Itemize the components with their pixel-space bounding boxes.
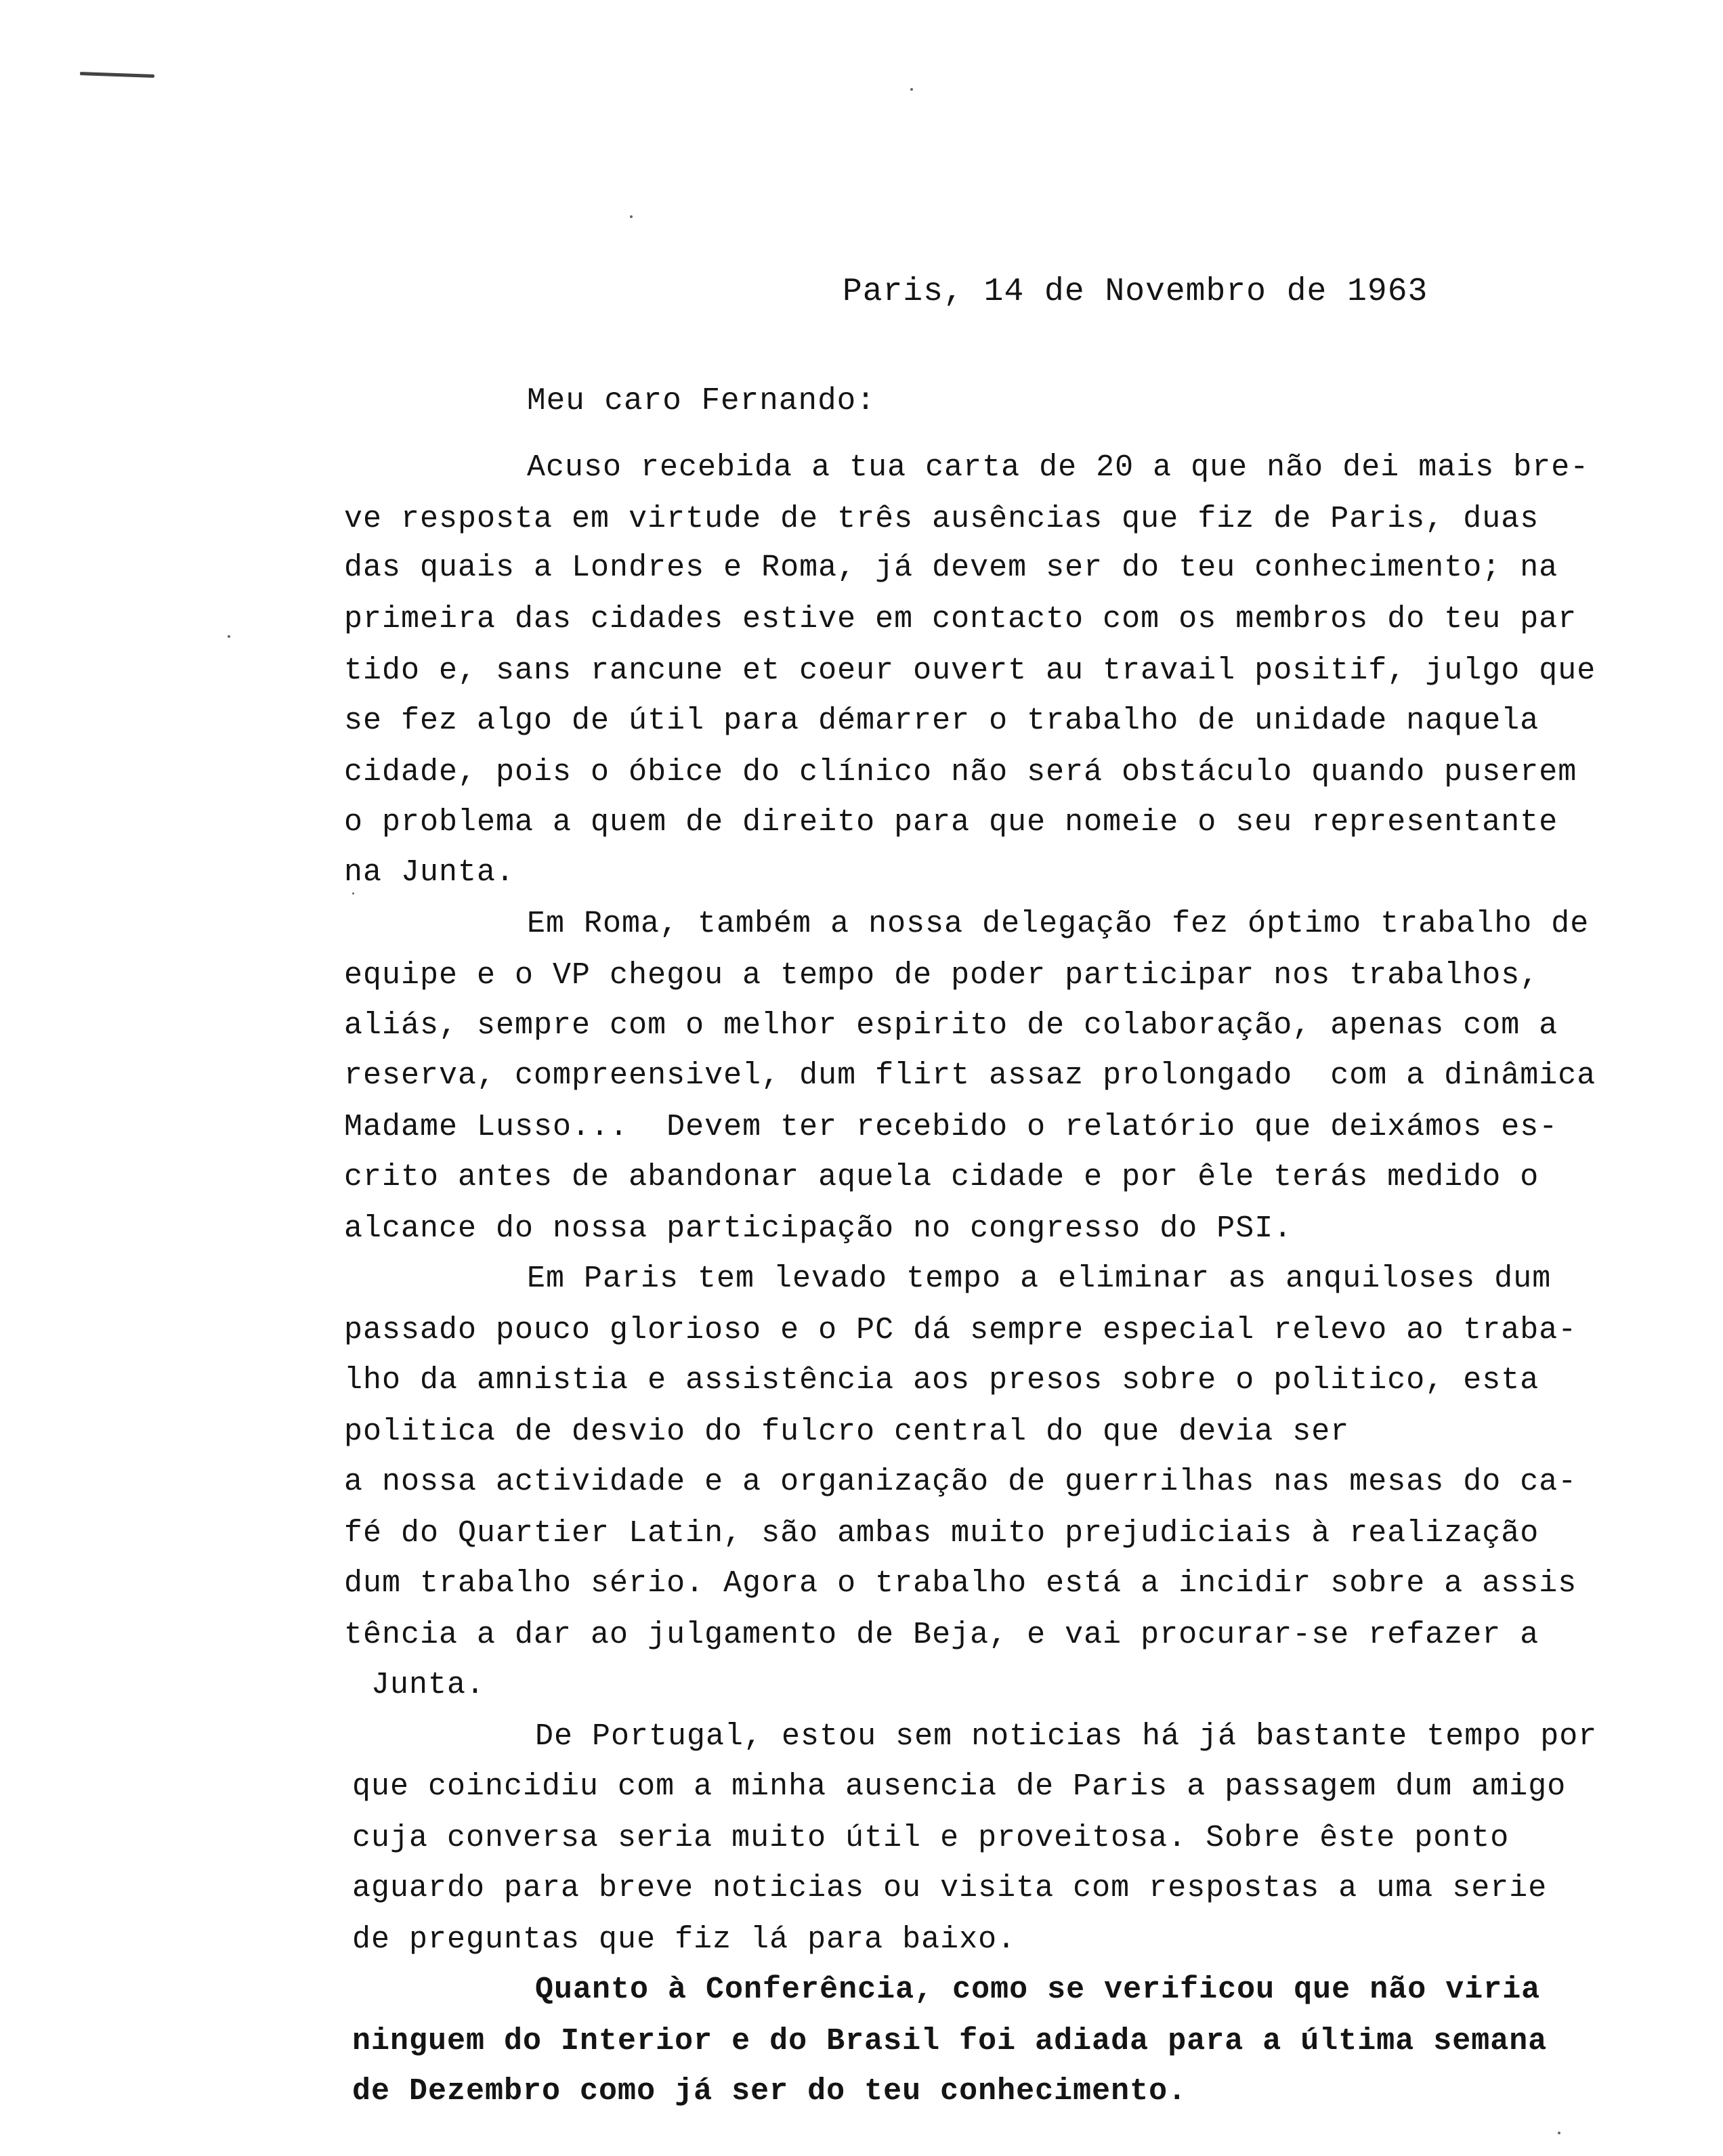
text-line: se fez algo de útil para démarrer o trabalho de unidade naquela <box>344 704 1539 738</box>
text-line: de Dezembro como já ser do teu conhecimento. <box>352 2074 1187 2109</box>
text-line: de preguntas que fiz lá para baixo. <box>352 1922 1017 1957</box>
salutation: Meu caro Fernando: <box>527 383 876 418</box>
text-line: tido e, sans rancune et coeur ouvert au travail positif, julgo que <box>344 653 1596 688</box>
text-line: o problema a quem de direito para que nomeie o seu representante <box>344 805 1558 840</box>
text-line: cuja conversa seria muito útil e proveitosa. Sobre êste ponto <box>352 1821 1510 1855</box>
text-line: De Portugal, estou sem noticias há já bastante tempo por <box>535 1719 1598 1754</box>
text-line: Junta. <box>371 1668 486 1702</box>
text-line: equipe e o VP chegou a tempo de poder participar nos trabalhos, <box>344 958 1539 993</box>
text-line: Em Paris tem levado tempo a eliminar as anquiloses dum <box>527 1262 1552 1296</box>
text-line: que coincidiu com a minha ausencia de Paris a passagem dum amigo <box>352 1769 1567 1804</box>
text-line: Madame Lusso... Devem ter recebido o relatório que deixámos es- <box>344 1110 1558 1144</box>
dateline: Paris, 14 de Novembro de 1963 <box>843 274 1428 310</box>
text-line: fé do Quartier Latin, são ambas muito prejudiciais à realização <box>344 1516 1539 1551</box>
text-line: ve resposta em virtude de três ausências que fiz de Paris, duas <box>344 502 1539 536</box>
text-line: lho da amnistia e assistência aos presos sobre o politico, esta <box>344 1363 1539 1398</box>
text-line: aliás, sempre com o melhor espirito de colaboração, apenas com a <box>344 1008 1558 1043</box>
text-line: ninguem do Interior e do Brasil foi adiada para a última semana <box>352 2024 1548 2058</box>
text-line: alcance do nossa participação no congresso do PSI. <box>344 1211 1293 1246</box>
text-line: aguardo para breve noticias ou visita com respostas a uma serie <box>352 1871 1548 1905</box>
text-line: cidade, pois o óbice do clínico não será obstáculo quando puserem <box>344 755 1577 790</box>
text-line: tência a dar ao julgamento de Beja, e vai procurar-se refazer a <box>344 1618 1539 1652</box>
text-line: primeira das cidades estive em contacto com os membros do teu par <box>344 602 1577 637</box>
text-line: das quais a Londres e Roma, já devem ser do teu conhecimento; na <box>344 551 1558 585</box>
text-line: Quanto à Conferência, como se verificou que não viria <box>535 1972 1541 2007</box>
text-line: crito antes de abandonar aquela cidade e por êle terás medido o <box>344 1160 1539 1194</box>
text-line: reserva, compreensivel, dum flirt assaz prolongado com a dinâmica <box>344 1058 1596 1093</box>
text-line: na Junta. <box>344 855 515 890</box>
text-line: passado pouco glorioso e o PC dá sempre especial relevo ao traba- <box>344 1313 1577 1348</box>
text-line: a nossa actividade e a organização de guerrilhas nas mesas do ca- <box>344 1465 1577 1499</box>
text-line: Acuso recebida a tua carta de 20 a que não dei mais bre- <box>527 450 1590 485</box>
text-line: Em Roma, também a nossa delegação fez óptimo trabalho de <box>527 907 1590 941</box>
text-line: dum trabalho sério. Agora o trabalho está a incidir sobre a assis <box>344 1566 1577 1601</box>
text-line: politica de desvio do fulcro central do que devia ser <box>344 1415 1350 1449</box>
